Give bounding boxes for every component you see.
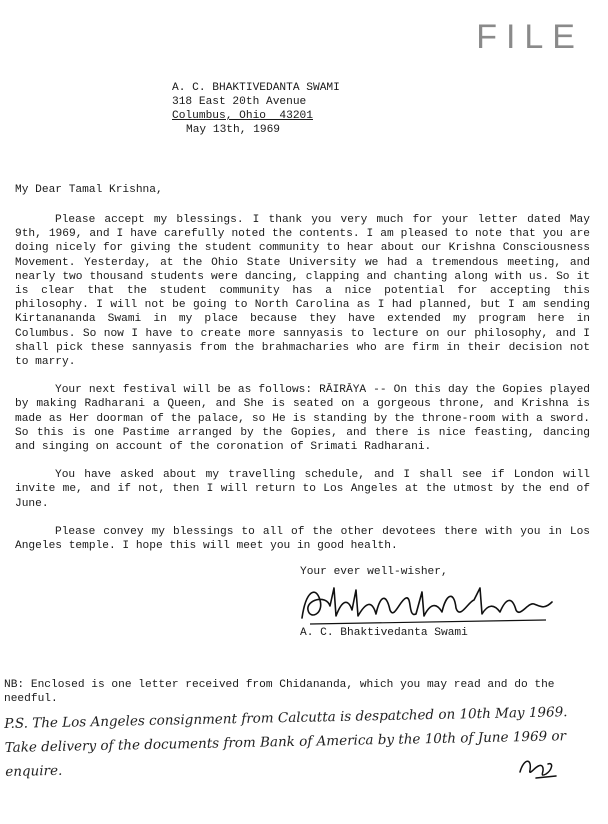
paragraph-4: Please convey my blessings to all of the other devotees there with you in Los Angeles temple. I hope this will meet you in good health. — [15, 525, 590, 553]
signature-name: A. C. Bhaktivedanta Swami — [300, 627, 468, 639]
file-stamp: FILE — [476, 18, 584, 56]
closing: Your ever well-wisher, — [300, 566, 448, 578]
nota-bene: NB: Enclosed is one letter received from Chidananda, which you may read and do the needful. — [4, 679, 555, 705]
sender-city: Columbus, Ohio 43201 — [172, 110, 313, 122]
sender-street: 318 East 20th Avenue — [172, 96, 307, 108]
paragraph-1: Please accept my blessings. I thank you very much for your letter dated May 9th, 1969, and I have carefully noted the contents. I am pleased to note that you are doing nicely for giving the student community to hear about our Krishna Consciousness Movement. Yesterday, at the Ohio State University we had a tremendous meeting, and nearly two thousand students were dancing, clapping and chanting along with us. So it is clear that the student community has a nice potential for accepting this philosophy. I will not be going to North Carolina as I had planned, but I am sending Kirtanananda Swami in my place because they have extended my program here in Columbus. So now I have to create more sannyasis to lecture on our philosophy, and I shall pick these sannyasis from the brahmacharies who are firm in their decision not to marry. — [15, 214, 590, 369]
letter-date: May 13th, 1969 — [186, 124, 280, 136]
handwritten-initials — [516, 752, 558, 782]
letter-body — [15, 213, 590, 567]
paragraph-3: You have asked about my travelling schedule, and I shall see if London will invite me, and if not, then I will return to Los Angeles at the utmost by the end of June. — [15, 469, 590, 510]
handwritten-postscript: P.S. The Los Angeles consignment from Calcutta is despatched on 10th May 1969. Take delivery of the documents from Bank of America by the 10th of June 1969 or enquire. — [4, 704, 568, 780]
salutation: My Dear Tamal Krishna, — [15, 184, 163, 196]
sender-name: A. C. BHAKTIVEDANTA SWAMI — [172, 82, 340, 94]
letterhead — [172, 81, 340, 137]
handwritten-signature — [296, 580, 556, 628]
paragraph-2: Your next festival will be as follows: RĀIRĀYA -- On this day the Gopies played by making Radharani a Queen, and She is seated on a gorgeous throne, and Krishna is made as Her doorman of the palace, so He is standing by the throne-room with a sword. So this is one Pastime arranged by the Gopies, and there is nice feasting, dancing and singing on account of the coronation of Srimati Radharani. — [15, 384, 590, 454]
